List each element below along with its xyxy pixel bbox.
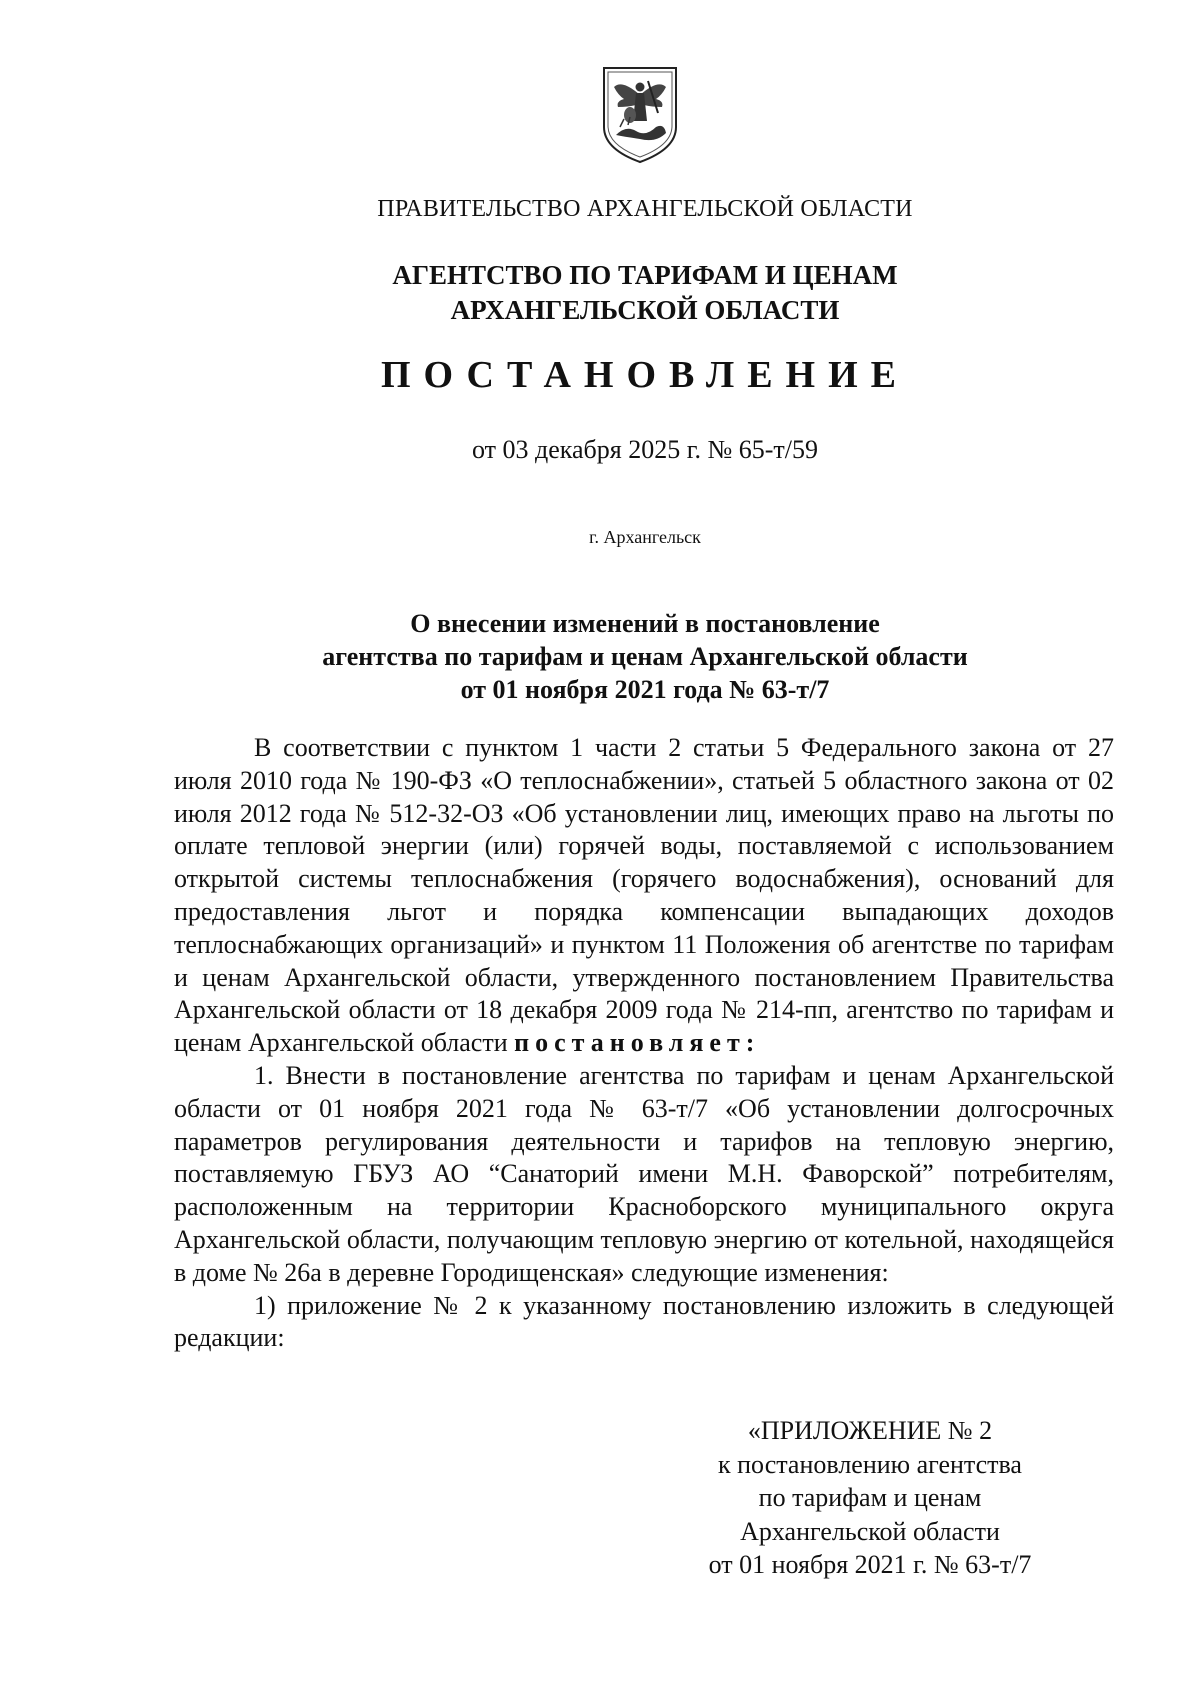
document-subject: [0, 607, 1200, 706]
document-city: г. Архангельск: [589, 527, 701, 547]
subject-line-1: О внесении изменений в постановление: [410, 609, 880, 638]
appendix-line-3: по тарифам и ценам: [758, 1483, 982, 1512]
subject-line-2: агентства по тарифам и ценам Архангельской области: [322, 642, 968, 671]
document-type: ПОСТАНОВЛЕНИЕ: [380, 354, 910, 396]
preamble-paragraph: [174, 732, 1114, 1060]
item-1-1-paragraph: 1) приложение № 2 к указанному постановлению изложить в следующей редакции:: [174, 1290, 1114, 1353]
document-date-number: от 03 декабря 2025 г. № 65-т/59: [471, 435, 819, 464]
government-name: ПРАВИТЕЛЬСТВО АРХАНГЕЛЬСКОЙ ОБЛАСТИ: [377, 196, 913, 222]
preamble-text: В соответствии с пунктом 1 части 2 статьи 5 Федерального закона от 27 июля 2010 года № 190-ФЗ «О теплоснабжении», статьей 5 областного закона от 02 июля 2012 года № 512-32-ОЗ «Об установлении лиц, имеющих право на льготы по оплате тепловой энергии (или) горячей воды, поставляемой с использованием открытой системы теплоснабжения (горячего водоснабжения), оснований для предоставления льгот и порядка компенсации выпадающих доходов теплоснабжающих организаций» и пунктом 11 Положения об агентстве по тарифам и ценам Архангельской области, утвержденного постановлением Правительства Архангельской области от 18 декабря 2009 года № 214-пп, агентство по тарифам и ценам Архангельской области: [174, 733, 1114, 1058]
appendix-line-4: Архангельской области: [740, 1516, 1000, 1546]
appendix-line-1: «ПРИЛОЖЕНИЕ № 2: [747, 1416, 993, 1445]
item-1-paragraph: 1. Внести в постановление агентства по тарифам и ценам Архангельской области от 01 ноября 2021 года № 63-т/7 «Об установлении долгосрочных параметров регулирования деятельности и тарифов на тепловую энергию, поставляемую ГБУЗ АО “Санаторий имени М.Н. Фаворской” потребителям, расположенным на территории Красноборского муниципального округа Архангельской области, получающим тепловую энергию от котельной, находящейся в доме № 26а в деревне Городищенская» следующие изменения:: [174, 1060, 1114, 1287]
subject-line-3: от 01 ноября 2021 года № 63-т/7: [460, 675, 830, 704]
agency-name-line-1: АГЕНТСТВО ПО ТАРИФАМ И ЦЕНАМ: [392, 260, 898, 290]
resolves-word: постановляет:: [514, 1028, 761, 1058]
document-body: [174, 732, 1114, 1355]
appendix-line-2: к постановлению агентства: [718, 1449, 1022, 1479]
appendix-heading: [670, 1414, 1070, 1582]
agency-name: [0, 258, 1200, 328]
coat-of-arms-icon: [600, 65, 680, 165]
appendix-line-5: от 01 ноября 2021 г. № 63-т/7: [708, 1550, 1032, 1579]
agency-name-line-2: АРХАНГЕЛЬСКОЙ ОБЛАСТИ: [450, 295, 840, 325]
